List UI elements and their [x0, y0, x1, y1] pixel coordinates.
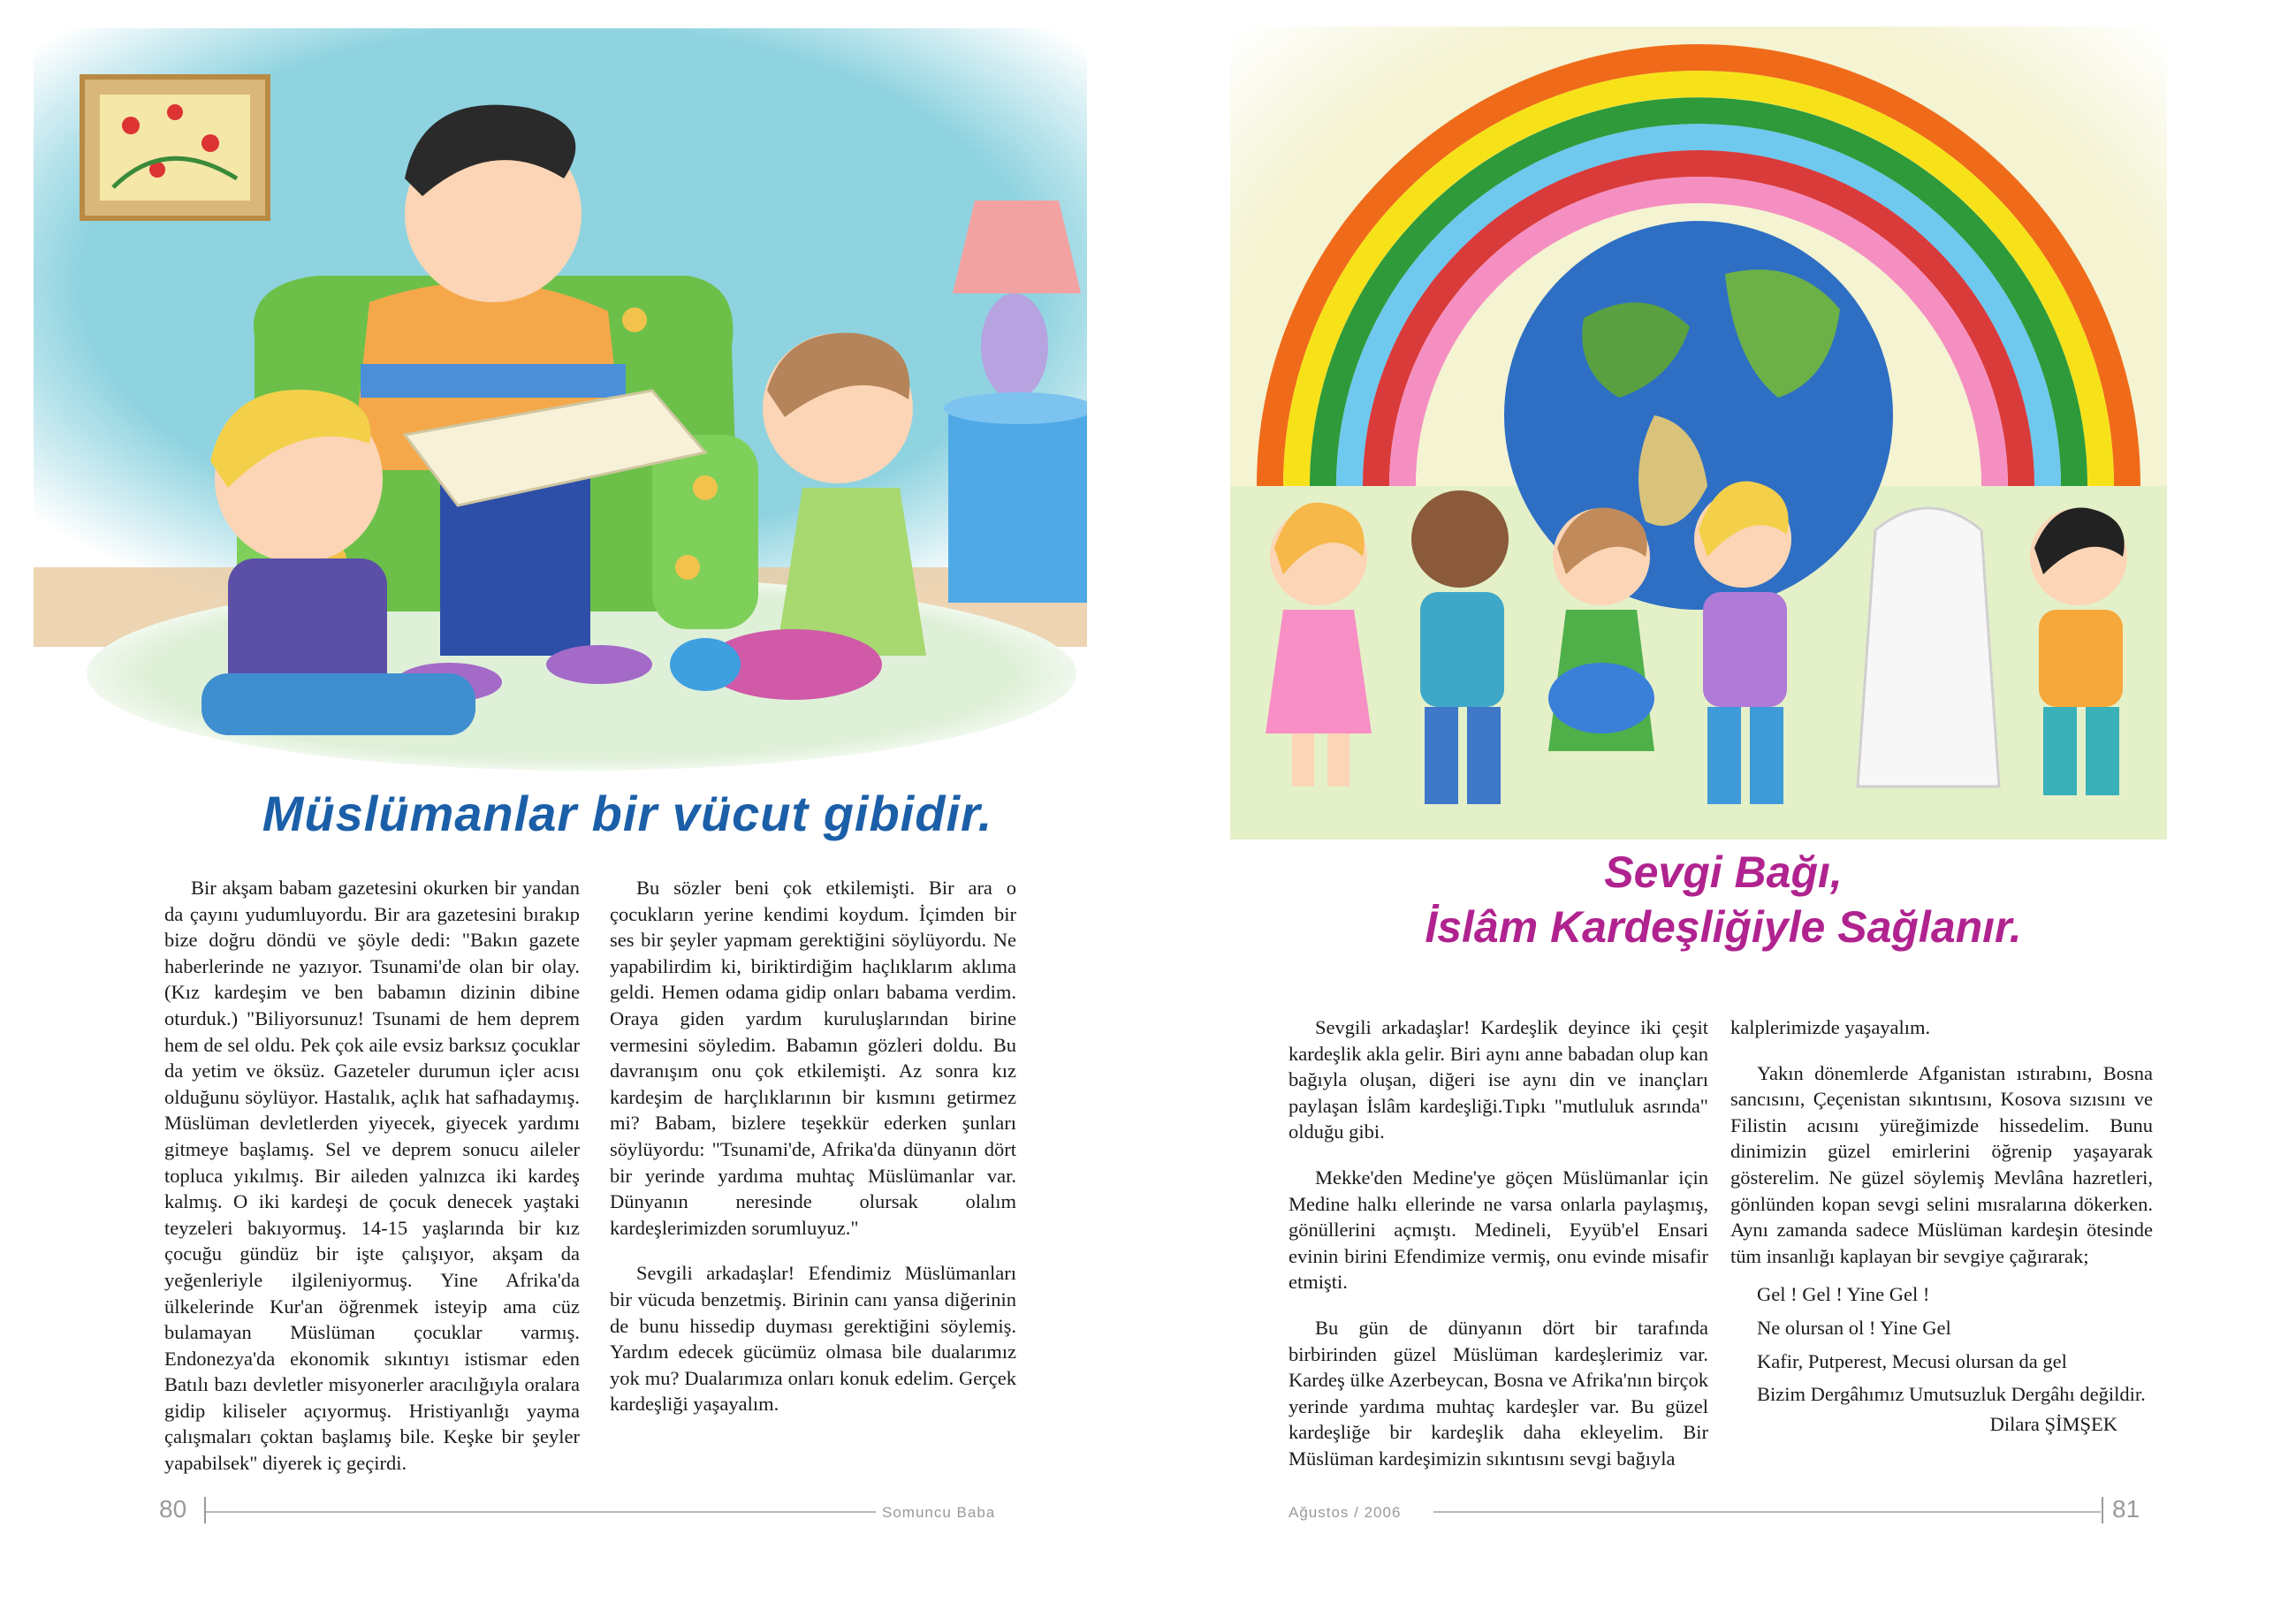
paragraph: Mekke'den Medine'ye göçen Müslümanlar için Medine halkı ellerinde ne varsa onlarla paylaşmış, gönüllerini açmıştı. Medineli, Eyyüb'el Ensari evinin birini Efendimize vermiş, onu evinde misafir etmişti.: [1289, 1166, 1708, 1294]
paragraph: Sevgili arkadaşlar! Efendimiz Müslümanları bir vücuda benzetmiş. Birinin canı yansa diğerinin de bunu hissedip duyması gerektiğini söylemiş. Yardım edecek gücümüz olmasa bile dualarımız yok mu? Dualarımıza onları konuk edelim. Gerçek kardeşliği yaşayalım.: [610, 1262, 1016, 1416]
right-article-title-line2: İslâm Kardeşliğiyle Sağlanır.: [1425, 902, 2022, 952]
paragraph-continued: kalplerimizde yaşayalım.: [1730, 1016, 1931, 1038]
paragraph: Sevgili arkadaşlar! Kardeşlik deyince iki çeşit kardeşlik akla gelir. Biri aynı anne babadan olup kan bağıyla oluşan, diğeri ise aynı din ve inançları paylaşan İslâm kardeşliği.Tıpkı "mutluluk asrında" olduğu gibi.: [1289, 1016, 1708, 1143]
left-column-1: [164, 875, 580, 1496]
footer-rule: [206, 1511, 876, 1513]
footer-rule: [1433, 1511, 2101, 1513]
footer-issue-date: Ağustos / 2006: [1289, 1504, 1402, 1521]
paragraph: Bu sözler beni çok etkilemişti. Bir ara o çocukların yerine kendimi koydum. İçimden bir ses bir şeyler yapmam gerektiğini söylüyordu. Ne yapabilirdim ki, biriktirdiğim haçlıklarım aklıma geldi. Hemen odama gidip onları babama verdim. Oraya giden yardım kuruluşlarından birine vermesini söyledim. Babamın gözleri doldu. Bu davranışım onu çok etkilemişti. Az sonra kız kardeşim de harçlıklarının bir kısmını getirmez mi? Babam, bizlere teşekkür ederken şunları söylüyordu: "Tsunami'de, Afrika'da dünyanın dört bir yerinde yardıma muhtaç Müslümanlar var. Dünyanın neresinde olursak olalım kardeşlerimizden sorumluyuz.": [610, 877, 1016, 1239]
left-illustration: [34, 28, 1087, 784]
poem: [1730, 1281, 2153, 1407]
family-reading-illustration: [34, 28, 1087, 784]
poem-line: Bizim Dergâhımız Umutsuzluk Dergâhı değildir.: [1757, 1383, 2146, 1406]
rainbow-globe-children-illustration: [1230, 27, 2167, 839]
right-illustration: [1230, 27, 2167, 839]
footer-magazine-name: Somuncu Baba: [882, 1504, 996, 1521]
page-number-right: 81: [2112, 1495, 2140, 1523]
poem-line: Kafir, Putperest, Mecusi olursan da gel: [1757, 1349, 2067, 1372]
paragraph: Bu gün de dünyanın dört bir tarafında birbirinden güzel Müslüman kardeşlerimiz var. Kardeş ülke Azerbeycan, Bosna ve Afrika'nın birçok yerinde yardıma muhtaç kardeşler var. Bu güzel kardeşliğe bir kardeşlik daha ekleyelim. Bir Müslüman kardeşimizin sıkıntısını sevgi bağıyla: [1289, 1316, 1708, 1470]
left-column-2: [610, 875, 1016, 1437]
right-column-2: [1730, 1014, 2153, 1437]
paragraph: Yakın dönemlerde Afganistan ıstırabını, Bosna sancısını, Çeçenistan sıkıntısını, Kosova sızısını ve Filistin acısını yüreğimizde hissedelim. Bunu dinimizin güzel emirlerini öğrenip yaşayarak gösterelim. Ne güzel söylemiş Mevlâna hazretleri, gönlünden kopan sevgi selini mısralarına dökerken. Aynı zamanda sadece Müslüman kardeşin ötesinde tüm insanlığı kaplayan bir sevgiye çağırarak;: [1730, 1061, 2153, 1267]
footer-divider: [204, 1497, 206, 1523]
poem-line: Ne olursan ol ! Yine Gel: [1757, 1316, 1951, 1339]
footer-divider: [2102, 1497, 2103, 1523]
page-number-left: 80: [159, 1495, 187, 1523]
author-name: Dilara ŞİMŞEK: [1989, 1412, 2117, 1435]
right-article-title-line1: Sevgi Bağı,: [1604, 847, 1843, 897]
paragraph: Bir akşam babam gazetesini okurken bir yandan da çayını yudumluyordu. Bir ara gazetesini bırakıp bize doğru döndü ve şöyle dedi: "Bakın gazete haberlerinde ne yazıyor. Tsunami'de olan bir olay. (Kız kardeşim ve ben babamın dizinin dibine oturduk.) "Biliyorsunuz! Tsunami de hem deprem hem de sel oldu. Pek çok aile evsiz barksız çocuklar da yetim ve öksüz. Gazeteler durumun içler acısı olduğunu söylüyor. Hastalık, açlık hat safhadaymış. Müslüman devletlerden yiyecek, giyecek yardımı gitmeye başlamış. Sel ve deprem sonucu aileler topluca yıkılmış. Bir aileden yalnızca iki kardeş kalmış. O iki kardeşi de çocuk denecek yaştaki teyzeleri bakıyormuş. 14-15 yaşlarında bir kız çocuğu gündüz bir işte çalışıyor, akşam da yeğenleriyle ilgileniyormuş. Yine Afrika'da ülkelerinde Kur'an öğrenmek isteyip ama cüz bulamayan Müslüman çocuklar varmış. Endonezya'da ekonomik sıkıntıyı istismar eden Batılı bazı devletler misyonerler aracılığıyla oralara gidip kiliseler açıyormuş. Hristiyanlığı yayma çalışmaları çoktan başlamış bile. Keşke bir şeyler yapabilsek" diyerek iç geçirdi.: [164, 877, 580, 1475]
left-article-title: Müslümanlar bir vücut gibidir.: [262, 786, 993, 841]
right-column-1: [1289, 1014, 1708, 1492]
poem-line: Gel ! Gel ! Yine Gel !: [1757, 1283, 1930, 1306]
